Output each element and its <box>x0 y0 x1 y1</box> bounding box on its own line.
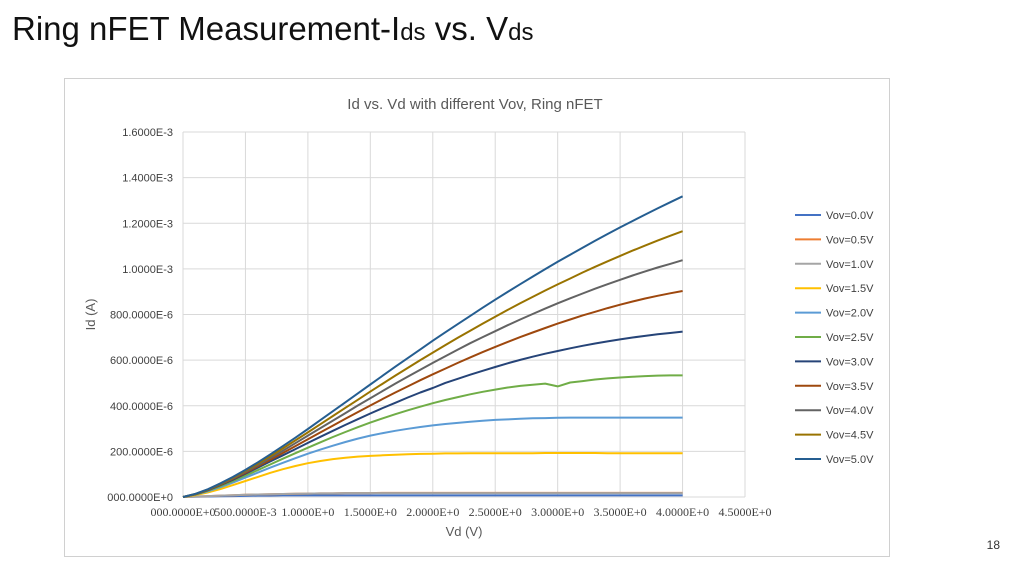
slide-title-subscript-1: ds <box>400 19 426 46</box>
chart-frame <box>64 78 890 557</box>
y-tick-label: 000.0000E+0 <box>107 492 173 504</box>
y-tick-label: 800.0000E-6 <box>110 309 173 322</box>
chart-title: Id vs. Vd with different Vov, Ring nFET <box>347 96 603 113</box>
x-tick-label: 2.0000E+0 <box>406 505 460 519</box>
x-tick-label: 4.0000E+0 <box>656 505 710 519</box>
legend-label: Vov=1.0V <box>826 258 874 271</box>
y-tick-label: 1.6000E-3 <box>122 127 173 139</box>
x-tick-label: 3.5000E+0 <box>593 505 647 519</box>
legend-label: Vov=4.5V <box>826 429 874 442</box>
legend-label: Vov=5.0V <box>826 454 874 466</box>
legend-label: Vov=1.5V <box>826 283 874 296</box>
slide-title-main: Ring nFET Measurement-I <box>12 10 401 47</box>
y-axis-label: Id (A) <box>83 298 98 331</box>
x-tick-label: 3.0000E+0 <box>531 505 585 519</box>
legend-label: Vov=0.5V <box>826 234 874 247</box>
legend-label: Vov=4.0V <box>826 405 874 418</box>
slide-title-subscript-2: ds <box>508 19 534 46</box>
legend-label: Vov=3.0V <box>826 356 874 369</box>
y-tick-label: 1.0000E-3 <box>122 263 173 276</box>
x-tick-label: 4.5000E+0 <box>718 505 772 519</box>
x-tick-label: 1.5000E+0 <box>343 505 397 519</box>
legend-label: Vov=3.5V <box>826 380 874 393</box>
y-tick-label: 1.4000E-3 <box>122 172 173 185</box>
page-number: 18 <box>986 538 1000 552</box>
chart-svg <box>65 79 889 556</box>
slide-title-mid: vs. V <box>425 10 509 47</box>
x-tick-label: 1.0000E+0 <box>281 505 335 519</box>
y-tick-label: 600.0000E-6 <box>110 355 173 368</box>
slide-title <box>12 10 533 48</box>
legend-label: Vov=0.0V <box>826 210 874 222</box>
y-tick-label: 1.2000E-3 <box>122 218 173 231</box>
x-tick-label: 000.0000E+0 <box>150 505 216 519</box>
x-tick-label: 500.0000E-3 <box>214 505 277 519</box>
x-axis-label: Vd (V) <box>445 524 483 539</box>
legend-label: Vov=2.0V <box>826 307 874 320</box>
x-tick-label: 2.5000E+0 <box>468 505 522 519</box>
y-tick-label: 400.0000E-6 <box>110 400 173 413</box>
legend-label: Vov=2.5V <box>826 332 874 344</box>
y-tick-label: 200.0000E-6 <box>110 446 173 459</box>
